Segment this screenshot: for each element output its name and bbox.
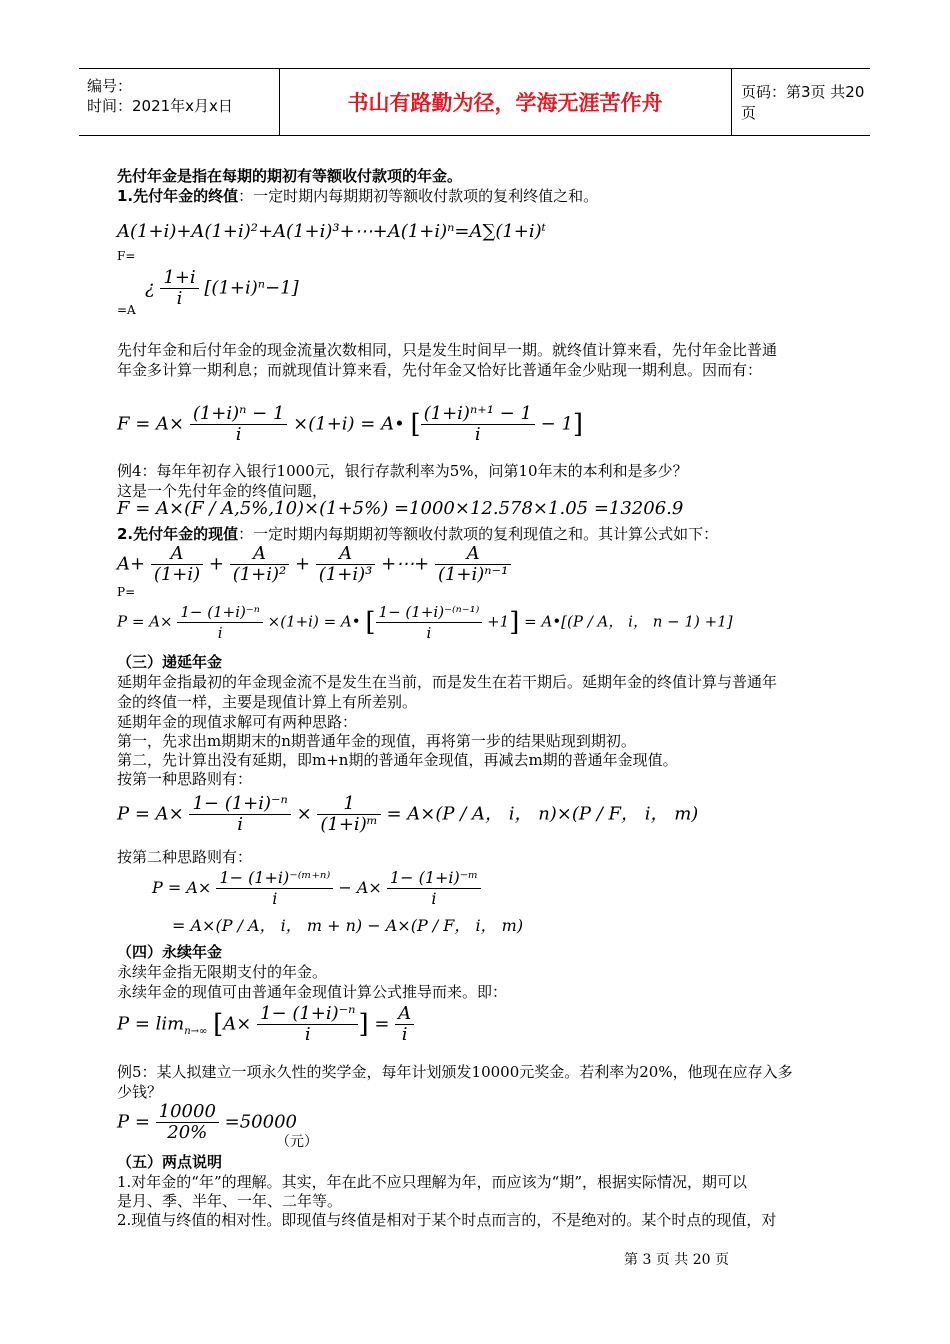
deferred-6: 按第二种思路则有： <box>117 848 253 866</box>
header-page: 页码：第3页 共20页 <box>741 83 865 122</box>
page-footer: 第 3 页 共 20 页 <box>624 1252 729 1268</box>
example-4: 例4：每年年初存入银行1000元，银行存款利率为5%，问第10年末的本利和是多少？ <box>117 462 688 480</box>
perpetuity-2: 永续年金的现值可由普通年金现值计算公式推导而来。即： <box>117 983 508 1001</box>
yuan-unit: （元） <box>276 1134 318 1150</box>
formula-deferred-1: P = A× $\frac{\text{1− (1+i)⁻ⁿ}}{i}$ × $\frac{1}{\text{(1+i)ᵐ}}$ = A×(P / A， i， n)×(P / F， i， m) <box>117 793 699 835</box>
pv-title: 2.先付年金的现值 <box>117 525 239 543</box>
page-header <box>79 68 870 136</box>
header-meta <box>79 69 280 135</box>
deferred-4: 第二，先计算出没有延期，即m+n期的普通年金现值，再减去m期的普通年金现值。 <box>117 751 678 769</box>
fv-text: ：一定时期内每期期初等额收付款项的复利终值之和。 <box>238 187 599 205</box>
formula-pv-derived: P = A× $\frac{\text{1− (1+i)⁻ⁿ}}{i}$ ×(1+i) = A• [ $\frac{\text{1− (1+i)⁻⁽ⁿ⁻¹⁾}}{i}$ +1] = A•[(P / A， i， n − 1) +1] <box>117 603 733 642</box>
header-serial: 编号： <box>87 77 133 95</box>
formula-a-label: =A <box>117 303 136 317</box>
deferred-3: 第一，先求出m期期末的n期普通年金的现值，再将第一步的结果贴现到期初。 <box>117 732 636 750</box>
fv-definition <box>117 186 598 206</box>
formula-fv-closed: ¿ $\frac{1+i}{i}$ [(1+i)ⁿ−1] <box>145 267 299 309</box>
header-motto: 书山有路勤为径，学海无涯苦作舟 <box>279 69 732 135</box>
formula-fv-derived: F = A× $\frac{\text{(1+i)ⁿ − 1}}{i}$ ×(1+i) = A• [ $\frac{\text{(1+i)ⁿ⁺¹ − 1}}{i}$ − 1] <box>117 403 584 445</box>
formula-pv-sum: A+ $\frac{A}{(1+i)}$ + $\frac{A}{\text{(1+i)²}}$ + $\frac{A}{\text{(1+i)³}}$ +⋯+ $\frac{A}{\text{(1+i)ⁿ⁻¹}}$ <box>117 544 511 585</box>
example-4-intro: 这是一个先付年金的终值问题， <box>117 482 328 500</box>
formula-example-5: P = $\frac{10000}{20\%}$ =50000 <box>117 1101 297 1143</box>
para-comparison-2: 年金多计算一期利息；而就现值计算来看，先付年金又恰好比普通年金少贴现一期利息。因而有： <box>117 361 763 379</box>
formula-deferred-2b: = A×(P / A， i， m + n) − A×(P / F， i， m) <box>172 916 524 935</box>
pv-text: ：一定时期内每期期初等额收付款项的复利现值之和。其计算公式如下： <box>238 525 719 543</box>
intro-heading: 先付年金是指在每期的期初有等额收付款项的年金。 <box>117 167 463 185</box>
para-comparison-1: 先付年金和后付年金的现金流量次数相同，只是发生时间早一期。就终值计算来看，先付年金比普通 <box>117 341 778 359</box>
example-5: 例5：某人拟建立一项永久性的奖学金，每年计划颁发10000元奖金。若利率为20%，他现在应存入多 <box>117 1063 793 1081</box>
deferred-1: 延期年金指最初的年金现金流不是发生在当前，而是发生在若干期后。延期年金的终值计算与普通年 <box>117 673 778 691</box>
note-1: 1.对年金的“年”的理解。其实，年在此不应只理解为年，而应该为“期”，根据实际情况，期可以 <box>117 1173 747 1191</box>
example-5b: 少钱？ <box>117 1083 163 1101</box>
fv-title: 1.先付年金的终值 <box>117 187 239 205</box>
formula-p-label: P= <box>117 585 136 599</box>
deferred-1b: 金的终值一样，主要是现值计算上有所差别。 <box>117 693 418 711</box>
perpetuity-1: 永续年金指无限期支付的年金。 <box>117 963 328 981</box>
header-time: 时间：2021年x月x日 <box>87 97 233 115</box>
example-4-calc: F = A×(F / A,5%,10)×(1+5%) =1000×12.578×1.05 =13206.9 <box>117 498 684 519</box>
deferred-5: 按第一种思路则有： <box>117 770 253 788</box>
note-1b: 是月、季、半年、一年、二年等。 <box>117 1192 343 1210</box>
deferred-2: 延期年金的现值求解可有两种思路： <box>117 713 358 731</box>
section-3-title: （三）递延年金 <box>117 653 223 671</box>
note-2: 2.现值与终值的相对性。即现值与终值是相对于某个时点而言的，不是绝对的。某个时点的现值，对 <box>117 1211 777 1229</box>
section-4-title: （四）永续年金 <box>117 943 223 961</box>
formula-perpetuity: $P = \lim_{n\to\infty} [A\times$ $\frac{\text{1− (1+i)⁻ⁿ}}{i}$ ] = $\frac{A}{i}$ <box>117 1004 414 1045</box>
section-5-title: （五）两点说明 <box>117 1153 223 1171</box>
formula-f-label: F= <box>117 249 136 263</box>
formula-deferred-2: P = A× $\frac{\text{1− (1+i)⁻⁽ᵐ⁺ⁿ⁾}}{i}$ − A× $\frac{\text{1− (1+i)⁻ᵐ}}{i}$ <box>152 868 481 909</box>
pv-definition <box>117 524 718 544</box>
formula-fv-sum: A(1+i)+A(1+i)²+A(1+i)³+⋯+A(1+i)ⁿ=A∑(1+i)ᵗ <box>117 221 547 242</box>
